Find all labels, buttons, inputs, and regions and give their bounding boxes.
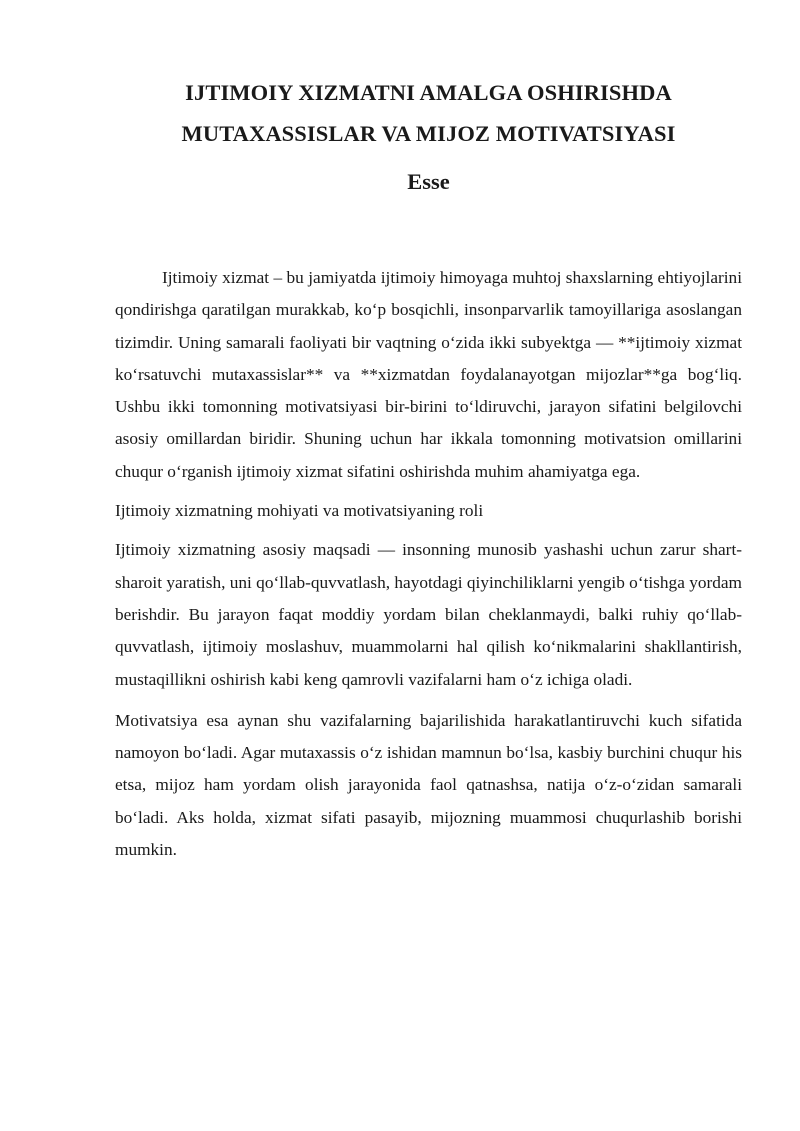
section-heading: Ijtimoiy xizmatning mohiyati va motivatsiyaning roli [115, 501, 484, 521]
paragraph-intro: Ijtimoiy xizmat – bu jamiyatda ijtimoiy himoyaga muhtoj shaxslarning ehtiyojlarini qondirishga qaratilgan murakkab, ko‘p bosqichli, insonparvarlik tamoyillariga asoslangan tizimdir. Uning samarali faoliyati bir vaqtning o‘zida ikki subyektga — **ijtimoiy xizmat ko‘rsatuvchi mutaxassislar** va **xizmatdan foydalanayotgan mijozlar**ga bog‘liq. Ushbu ikki tomonning motivatsiyasi bir-birini to‘ldiruvchi, jarayon sifatini belgilovchi asosiy omillardan biridir. Shuning uchun har ikkala tomonning motivatsion omillarini chuqur o‘rganish ijtimoiy xizmat sifatini oshirishda muhim ahamiyatga ega. [115, 268, 742, 481]
title-line-1: IJTIMOIY XIZMATNI AMALGA OSHIRISHDA [185, 80, 672, 105]
document-subtitle: Esse [407, 169, 450, 194]
document-page [115, 72, 742, 866]
title-line-2: MUTAXASSISLAR VA MIJOZ MOTIVATSIYASI [181, 121, 676, 146]
paragraph-motivation: Motivatsiya esa aynan shu vazifalarning bajarilishida harakatlantiruvchi kuch sifatida namoyon bo‘ladi. Agar mutaxassis o‘z ishidan mamnun bo‘lsa, kasbiy burchini chuqur his etsa, mijoz ham yordam olish jarayonida faol qatnashsa, natija o‘z-o‘zidan samarali bo‘ladi. Aks holda, xizmat sifati pasayib, mijozning muammosi chuqurlashib borishi mumkin. [115, 710, 742, 860]
paragraph-purpose: Ijtimoiy xizmatning asosiy maqsadi — insonning munosib yashashi uchun zarur shart-sharoit yaratish, uni qo‘llab-quvvatlash, hayotdagi qiyinchiliklarni yengib o‘tishga yordam berishdir. Bu jarayon faqat moddiy yordam bilan cheklanmaydi, balki ruhiy qo‘llab-quvvatlash, ijtimoiy moslashuv, muammolarni hal qilish ko‘nikmalarini shakllantirish, mustaqillikni oshirish kabi keng qamrovli vazifalarni ham o‘z ichiga oladi. [115, 540, 742, 689]
document-title [115, 72, 742, 154]
